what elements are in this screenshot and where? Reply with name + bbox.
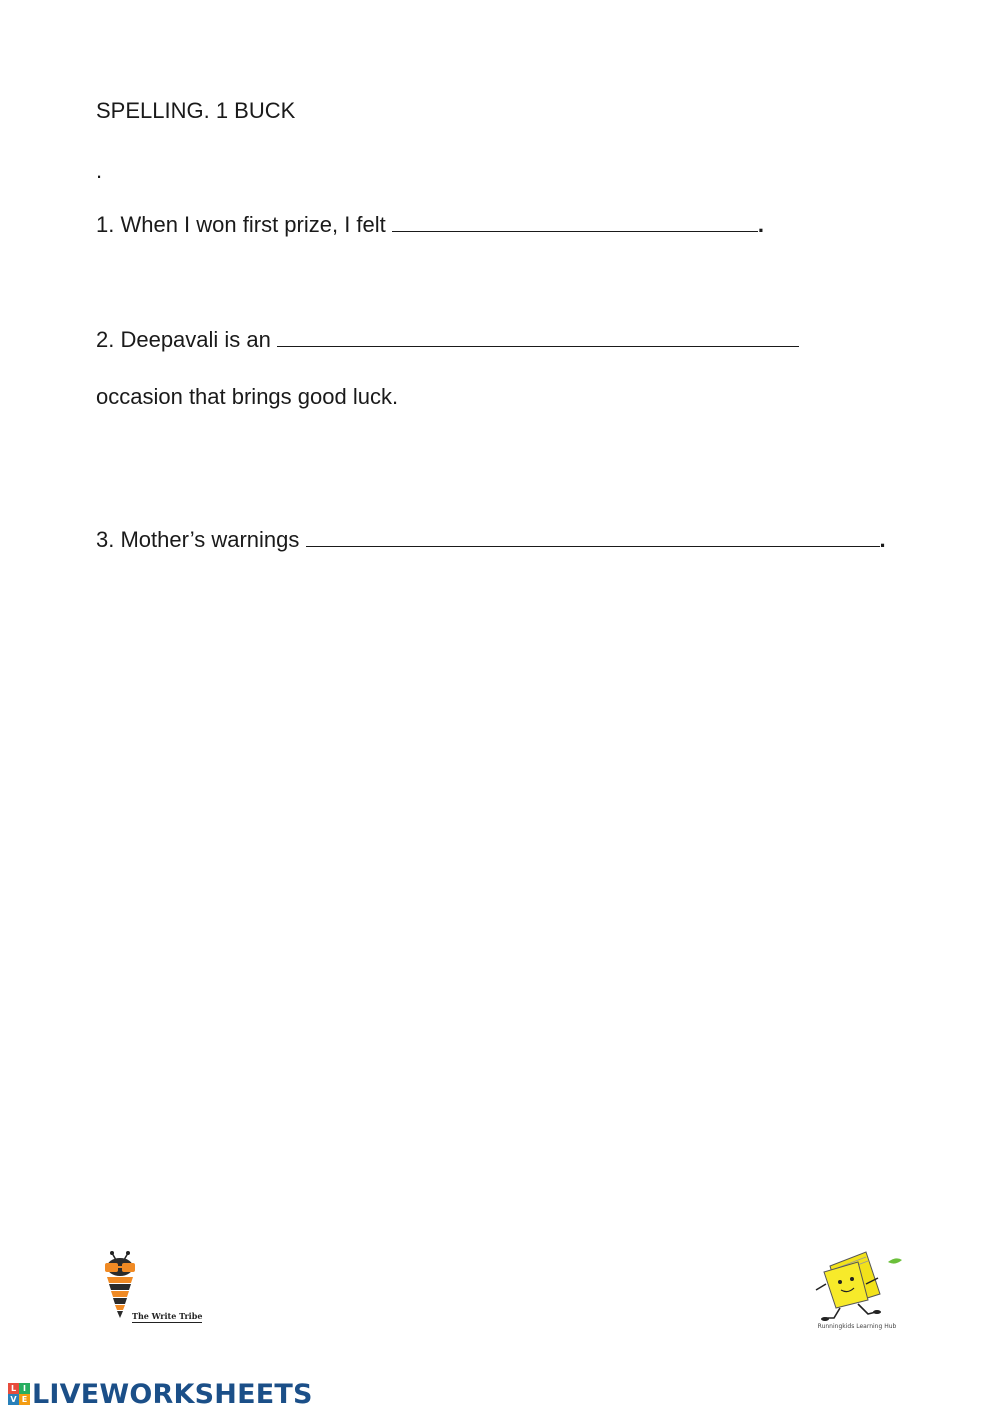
liveworksheets-brand[interactable] (8, 1378, 313, 1410)
question-1-prefix: 1. When I won first prize, I felt (96, 212, 386, 237)
question-1 (96, 212, 764, 238)
running-book-logo-icon (808, 1244, 908, 1324)
question-2-continuation: occasion that brings good luck. (96, 384, 399, 409)
write-tribe-caption: The Write Tribe (132, 1311, 203, 1321)
learning-hub-caption: Runningkids Learning Hub (817, 1323, 897, 1330)
badge-letter-e: E (19, 1394, 30, 1405)
question-1-period: . (757, 212, 765, 237)
answer-blank-2[interactable] (277, 328, 799, 347)
badge-letter-i: I (19, 1383, 30, 1394)
question-2 (96, 327, 799, 353)
question-3 (96, 527, 886, 553)
worksheet-title: SPELLING. 1 BUCK (96, 98, 296, 123)
liveworksheets-badge-icon (8, 1383, 30, 1405)
badge-letter-l: L (8, 1383, 19, 1394)
question-3-period: . (879, 527, 886, 552)
answer-blank-1[interactable] (392, 213, 758, 232)
question-3-prefix: 3. Mother’s warnings (96, 527, 300, 552)
question-2-prefix: 2. Deepavali is an (96, 327, 271, 352)
answer-blank-3[interactable] (306, 528, 880, 547)
badge-letter-v: V (8, 1394, 19, 1405)
separator-dot: . (96, 158, 103, 183)
liveworksheets-wordmark: LIVEWORKSHEETS (32, 1378, 313, 1410)
